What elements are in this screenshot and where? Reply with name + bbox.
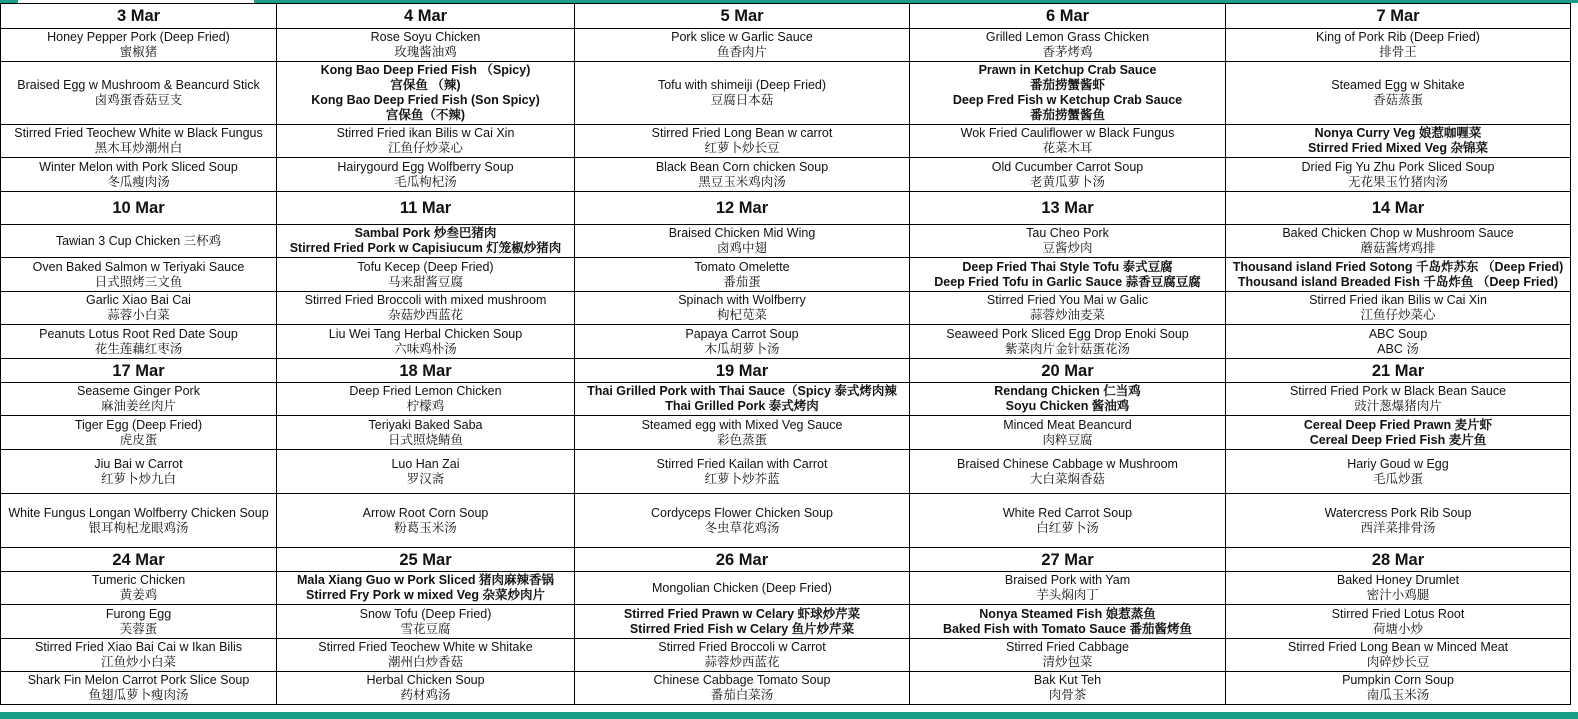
menu-cell xyxy=(1,572,277,605)
dish-line: 日式照烤三文鱼 xyxy=(94,274,183,289)
menu-cell xyxy=(1,450,277,494)
menu-cell xyxy=(1,325,277,359)
date-cell: 14 Mar xyxy=(1226,192,1571,225)
table-row xyxy=(1,225,1571,258)
dish-line: 蒜蓉小白菜 xyxy=(107,308,170,322)
dish-line: Herbal Chicken Soup xyxy=(366,673,485,687)
dish-line: 江鱼炒小白菜 xyxy=(100,655,176,669)
date-header-row xyxy=(1,192,1571,225)
dish-line: 木瓜胡萝卜汤 xyxy=(704,341,780,356)
dish-line: Seaseme Ginger Pork xyxy=(77,384,200,398)
date-cell: 25 Mar xyxy=(277,548,575,572)
dish-line: 马来甜酱豆腐 xyxy=(387,274,463,289)
menu-cell xyxy=(277,450,575,494)
dish-line: 卤鸡蛋香菇豆支 xyxy=(94,93,183,107)
dish-line: 宫保鱼（不辣) xyxy=(385,108,466,122)
dish-line: ABC 汤 xyxy=(1377,341,1419,356)
dish-line: 杂菇炒西蓝花 xyxy=(387,308,463,322)
dish-line: 南瓜玉米汤 xyxy=(1366,688,1430,702)
dish-line: 大白菜焖香菇 xyxy=(1029,471,1105,486)
dish-line: Stirred Fried Cabbage xyxy=(1006,640,1129,654)
dish-line: 排骨王 xyxy=(1379,45,1417,59)
dish-line: Steamed Egg w Shitake xyxy=(1331,78,1465,92)
dish-line: 红萝卜炒长豆 xyxy=(704,141,780,155)
dish-line: Winter Melon with Pork Sliced Soup xyxy=(39,159,238,174)
menu-cell xyxy=(1226,258,1571,292)
dish-line: Jiu Bai w Carrot xyxy=(94,456,183,471)
dish-line: 黑豆玉米鸡肉汤 xyxy=(698,174,786,189)
dish-line: 江鱼仔炒菜心 xyxy=(1360,308,1436,322)
dish-line: Pumpkin Corn Soup xyxy=(1342,673,1454,687)
dish-line: Stirred Fried Teochew White w Shitake xyxy=(318,640,533,654)
table-row xyxy=(1,450,1571,494)
date-cell: 4 Mar xyxy=(277,4,575,29)
menu-cell xyxy=(1226,125,1571,158)
menu-cell xyxy=(1226,572,1571,605)
dish-line: Honey Pepper Pork (Deep Fried) xyxy=(47,30,230,44)
menu-cell xyxy=(1,416,277,450)
menu-cell xyxy=(1,383,277,416)
dish-line: 白红萝卜汤 xyxy=(1036,520,1099,535)
dish-line: Braised Pork with Yam xyxy=(1004,573,1131,587)
menu-cell xyxy=(277,292,575,325)
menu-cell xyxy=(1226,494,1571,548)
dish-line: 冬瓜瘦肉汤 xyxy=(107,174,170,189)
dish-line: Peanuts Lotus Root Red Date Soup xyxy=(39,326,238,341)
menu-cell xyxy=(1226,605,1571,639)
dish-line: King of Pork Rib (Deep Fried) xyxy=(1316,30,1480,44)
menu-cell xyxy=(910,29,1226,62)
dish-line: Braised Chinese Cabbage w Mushroom xyxy=(957,456,1178,471)
dish-line: Grilled Lemon Grass Chicken xyxy=(985,30,1150,44)
dish-line: 红萝卜炒九白 xyxy=(100,471,176,486)
table-row xyxy=(1,639,1571,672)
dish-line: Cereal Deep Fried Fish 麦片鱼 xyxy=(1309,432,1487,447)
menu-cell xyxy=(277,62,575,125)
dish-line: Baked Chicken Chop w Mushroom Sauce xyxy=(1282,226,1514,240)
dish-line: Papaya Carrot Soup xyxy=(685,326,799,341)
dish-line: Deep Fried Lemon Chicken xyxy=(349,384,502,398)
dish-line: Tau Cheo Pork xyxy=(1026,226,1109,240)
dish-line: Sambal Pork 炒叁巴猪肉 xyxy=(354,226,497,240)
dish-line: Deep Fred Fish w Ketchup Crab Sauce xyxy=(952,93,1183,107)
menu-cell xyxy=(910,383,1226,416)
dish-line: Stirred Fried Mixed Veg 杂锦菜 xyxy=(1308,141,1488,155)
dish-line: Tiger Egg (Deep Fried) xyxy=(74,417,203,432)
menu-cell xyxy=(277,325,575,359)
date-cell: 12 Mar xyxy=(575,192,910,225)
menu-cell xyxy=(277,225,575,258)
menu-cell xyxy=(1226,225,1571,258)
dish-line: 鱼香肉片 xyxy=(716,45,767,59)
dish-line: 无花果玉竹猪肉汤 xyxy=(1347,174,1448,189)
dish-line: Liu Wei Tang Herbal Chicken Soup xyxy=(328,326,523,341)
dish-line: Chinese Cabbage Tomato Soup xyxy=(653,673,831,687)
dish-line: Thai Grilled Pork 泰式烤肉 xyxy=(665,399,819,413)
menu-cell xyxy=(1226,158,1571,192)
date-cell: 21 Mar xyxy=(1226,359,1571,383)
dish-line: 毛瓜炒蛋 xyxy=(1372,471,1423,486)
dish-line: Black Bean Corn chicken Soup xyxy=(655,159,829,174)
menu-cell xyxy=(1,258,277,292)
dish-line: Soyu Chicken 酱油鸡 xyxy=(1005,399,1130,413)
dish-line: Stirred Fried Long Bean w Minced Meat xyxy=(1287,640,1509,654)
menu-cell xyxy=(277,605,575,639)
dish-line: 豉汁葱爆猪肉片 xyxy=(1354,399,1442,413)
dish-line: 蜜椒猪 xyxy=(119,45,158,59)
menu-cell xyxy=(575,125,910,158)
menu-cell xyxy=(910,494,1226,548)
dish-line: 清炒包菜 xyxy=(1042,655,1093,669)
dish-line: Stirred Fried Xiao Bai Cai w Ikan Bilis xyxy=(34,640,243,654)
dish-line: 香茅烤鸡 xyxy=(1042,45,1093,59)
dish-line: 肉碎炒长豆 xyxy=(1366,655,1430,669)
menu-cell xyxy=(910,325,1226,359)
menu-cell xyxy=(277,639,575,672)
dish-line: Stirred Fried Kailan with Carrot xyxy=(656,456,828,471)
menu-cell xyxy=(277,125,575,158)
date-cell: 19 Mar xyxy=(575,359,910,383)
dish-line: 花菜木耳 xyxy=(1042,141,1093,155)
dish-line: Nonya Curry Veg 娘惹咖喱菜 xyxy=(1314,126,1482,140)
dish-line: Stirred Fried Prawn w Celary 虾球炒芹菜 xyxy=(623,606,861,621)
menu-cell xyxy=(1226,383,1571,416)
date-cell: 3 Mar xyxy=(1,4,277,29)
menu-cell xyxy=(1,494,277,548)
dish-line: 虎皮蛋 xyxy=(119,432,158,447)
dish-line: 粉葛玉米汤 xyxy=(394,520,457,535)
date-header-row xyxy=(1,4,1571,29)
dish-line: 药材鸡汤 xyxy=(400,688,451,702)
dish-line: Tofu with shimeiji (Deep Fried) xyxy=(657,78,827,92)
dish-line: Wok Fried Cauliflower w Black Fungus xyxy=(960,126,1175,140)
dish-line: Stirred Fried Fish w Celary 鱼片炒芹菜 xyxy=(629,621,855,636)
bottom-accent-bar xyxy=(0,712,1578,719)
menu-cell xyxy=(1226,639,1571,672)
dish-line: Watercress Pork Rib Soup xyxy=(1324,505,1472,520)
menu-cell xyxy=(277,258,575,292)
dish-line: 番茄蛋 xyxy=(723,274,761,289)
menu-cell xyxy=(910,672,1226,705)
dish-line: Spinach with Wolfberry xyxy=(678,293,806,307)
dish-line: 宫保鱼 （辣) xyxy=(390,78,461,92)
table-row xyxy=(1,605,1571,639)
dish-line: Deep Fried Tofu in Garlic Sauce 蒜香豆腐豆腐 xyxy=(934,274,1201,289)
dish-line: Thai Grilled Pork with Thai Sauce（Spicy 泰式烤肉辣 xyxy=(587,384,897,398)
dish-line: Thousand island Breaded Fish 千岛炸鱼 （Deep Fried) xyxy=(1237,274,1559,289)
dish-line: Stirred Fried Pork w Capisiucum 灯笼椒炒猪肉 xyxy=(289,241,562,255)
dish-line: Mongolian Chicken (Deep Fried) xyxy=(652,580,832,595)
dish-line: Minced Meat Beancurd xyxy=(1003,417,1132,432)
dish-line: 紫菜肉片金针菇蛋花汤 xyxy=(1004,341,1130,356)
dish-line: 蒜蓉炒西蓝花 xyxy=(704,655,780,669)
menu-cell xyxy=(277,572,575,605)
dish-line: 彩色蒸蛋 xyxy=(716,432,767,447)
date-cell: 18 Mar xyxy=(277,359,575,383)
dish-line: Cereal Deep Fried Prawn 麦片虾 xyxy=(1303,417,1493,432)
dish-line: 麻油姜丝肉片 xyxy=(100,399,176,413)
menu-cell xyxy=(575,494,910,548)
date-cell: 10 Mar xyxy=(1,192,277,225)
menu-cell xyxy=(910,292,1226,325)
dish-line: 日式照烧鲭鱼 xyxy=(387,432,463,447)
menu-cell xyxy=(575,672,910,705)
menu-cell xyxy=(575,605,910,639)
dish-line: White Red Carrot Soup xyxy=(1002,505,1133,520)
dish-line: Stirred Fried Long Bean w carrot xyxy=(651,126,833,140)
menu-cell xyxy=(1,292,277,325)
dish-line: Dried Fig Yu Zhu Pork Sliced Soup xyxy=(1301,159,1495,174)
dish-line: 豆酱炒肉 xyxy=(1042,241,1093,255)
menu-cell xyxy=(277,416,575,450)
dish-line: Luo Han Zai xyxy=(391,456,460,471)
dish-line: Kong Bao Deep Fried Fish (Son Spicy) xyxy=(311,93,540,107)
dish-line: 潮州白炒香菇 xyxy=(387,655,463,669)
dish-line: Hariy Goud w Egg xyxy=(1347,456,1449,471)
dish-line: Shark Fin Melon Carrot Pork Slice Soup xyxy=(27,673,250,687)
dish-line: Stirred Fried Pork w Black Bean Sauce xyxy=(1289,384,1507,398)
date-cell: 20 Mar xyxy=(910,359,1226,383)
date-header-row xyxy=(1,548,1571,572)
table-row xyxy=(1,383,1571,416)
dish-line: Teriyaki Baked Saba xyxy=(368,417,483,432)
weekly-menu-table xyxy=(0,3,1571,705)
dish-line: 柠檬鸡 xyxy=(406,399,445,413)
dish-line: White Fungus Longan Wolfberry Chicken Soup xyxy=(8,505,269,520)
dish-line: Rose Soyu Chicken xyxy=(370,30,481,44)
dish-line: Old Cucumber Carrot Soup xyxy=(991,159,1144,174)
date-cell: 27 Mar xyxy=(910,548,1226,572)
dish-line: Stirred Fry Pork w mixed Veg 杂菜炒肉片 xyxy=(306,588,545,602)
dish-line: ABC Soup xyxy=(1368,326,1428,341)
table-row xyxy=(1,494,1571,548)
menu-cell xyxy=(1226,450,1571,494)
dish-line: 银耳枸杞龙眼鸡汤 xyxy=(88,520,189,535)
dish-line: Tofu Kecep (Deep Fried) xyxy=(357,259,494,274)
menu-cell xyxy=(910,225,1226,258)
dish-line: Tawian 3 Cup Chicken 三杯鸡 xyxy=(55,233,222,248)
dish-line: 芙蓉蛋 xyxy=(119,621,158,636)
menu-cell xyxy=(575,639,910,672)
dish-line: Baked Fish with Tomato Sauce 番茄酱烤鱼 xyxy=(942,621,1193,636)
date-cell: 5 Mar xyxy=(575,4,910,29)
dish-line: 蘑菇酱烤鸡排 xyxy=(1360,241,1436,255)
date-cell: 28 Mar xyxy=(1226,548,1571,572)
menu-cell xyxy=(575,29,910,62)
dish-line: Stirred Fried Broccoli w Carrot xyxy=(658,640,826,654)
dish-line: Stirred Fried Teochew White w Black Fungus xyxy=(14,126,263,140)
menu-cell xyxy=(575,416,910,450)
dish-line: Stirred Fried Broccoli with mixed mushroom xyxy=(304,293,547,307)
dish-line: 蒜蓉炒油麦菜 xyxy=(1029,308,1105,322)
date-cell: 7 Mar xyxy=(1226,4,1571,29)
date-cell: 26 Mar xyxy=(575,548,910,572)
dish-line: Tumeric Chicken xyxy=(91,573,186,587)
dish-line: 西洋菜排骨汤 xyxy=(1360,520,1436,535)
menu-cell xyxy=(1226,325,1571,359)
menu-cell xyxy=(1,29,277,62)
date-cell: 13 Mar xyxy=(910,192,1226,225)
menu-cell xyxy=(1,225,277,258)
dish-line: 枸杞苋菜 xyxy=(716,308,767,322)
date-cell: 17 Mar xyxy=(1,359,277,383)
dish-line: Stirred Fried You Mai w Galic xyxy=(986,293,1149,307)
dish-line: 玫瑰酱油鸡 xyxy=(394,45,457,59)
table-row xyxy=(1,572,1571,605)
dish-line: 黄姜鸡 xyxy=(119,588,158,602)
menu-cell xyxy=(575,258,910,292)
menu-cell xyxy=(1,158,277,192)
dish-line: 鱼翅瓜萝卜瘦肉汤 xyxy=(88,688,189,702)
menu-cell xyxy=(1,639,277,672)
table-row xyxy=(1,325,1571,359)
table-row xyxy=(1,292,1571,325)
dish-line: Nonya Steamed Fish 娘惹蒸鱼 xyxy=(979,606,1156,621)
dish-line: 江鱼仔炒菜心 xyxy=(387,141,463,155)
dish-line: 豆腐日本菇 xyxy=(710,93,774,107)
dish-line: Tomato Omelette xyxy=(694,259,790,274)
menu-cell xyxy=(1226,62,1571,125)
dish-line: Arrow Root Corn Soup xyxy=(362,505,489,520)
menu-cell xyxy=(575,225,910,258)
dish-line: 雪花豆腐 xyxy=(400,621,451,636)
menu-cell xyxy=(575,325,910,359)
date-header-row xyxy=(1,359,1571,383)
menu-cell xyxy=(1,125,277,158)
dish-line: Cordyceps Flower Chicken Soup xyxy=(650,505,834,520)
date-cell: 11 Mar xyxy=(277,192,575,225)
dish-line: Baked Honey Drumlet xyxy=(1336,573,1460,587)
dish-line: Garlic Xiao Bai Cai xyxy=(86,293,191,307)
dish-line: Stirred Fried ikan Bilis w Cai Xin xyxy=(336,126,515,140)
dish-line: 冬虫草花鸡汤 xyxy=(704,520,780,535)
dish-line: 番茄白菜汤 xyxy=(710,688,774,702)
dish-line: 毛瓜枸杞汤 xyxy=(394,174,457,189)
dish-line: Hairygourd Egg Wolfberry Soup xyxy=(337,159,514,174)
dish-line: 番茄捞蟹酱虾 xyxy=(1029,78,1105,92)
dish-line: Steamed egg with Mixed Veg Sauce xyxy=(641,417,843,432)
dish-line: 肉粹豆腐 xyxy=(1042,432,1093,447)
table-row xyxy=(1,29,1571,62)
menu-cell xyxy=(575,383,910,416)
dish-line: 香菇蒸蛋 xyxy=(1372,93,1423,107)
table-row xyxy=(1,158,1571,192)
dish-line: Deep Fried Thai Style Tofu 泰式豆腐 xyxy=(962,259,1173,274)
menu-cell xyxy=(277,494,575,548)
dish-line: Braised Chicken Mid Wing xyxy=(668,226,816,240)
dish-line: 密汁小鸡腿 xyxy=(1366,588,1430,602)
dish-line: 老黄瓜萝卜汤 xyxy=(1029,174,1105,189)
dish-line: 芋头焖肉丁 xyxy=(1036,588,1099,602)
menu-cell xyxy=(277,158,575,192)
menu-cell xyxy=(575,62,910,125)
menu-cell xyxy=(910,450,1226,494)
dish-line: Mala Xiang Guo w Pork Sliced 猪肉麻辣香锅 xyxy=(297,573,554,587)
dish-line: 红萝卜炒芥蓝 xyxy=(704,471,780,486)
dish-line: 六味鸡朴汤 xyxy=(394,341,457,356)
date-cell: 6 Mar xyxy=(910,4,1226,29)
table-row xyxy=(1,416,1571,450)
dish-line: Stirred Fried ikan Bilis w Cai Xin xyxy=(1309,293,1487,307)
dish-line: Oven Baked Salmon w Teriyaki Sauce xyxy=(32,259,245,274)
dish-line: Prawn in Ketchup Crab Sauce xyxy=(978,63,1157,77)
dish-line: 黑木耳炒潮州白 xyxy=(94,141,183,155)
table-row xyxy=(1,258,1571,292)
dish-line: 卤鸡中翅 xyxy=(716,241,767,255)
menu-cell xyxy=(910,62,1226,125)
menu-cell xyxy=(910,125,1226,158)
menu-cell xyxy=(910,639,1226,672)
menu-cell xyxy=(575,158,910,192)
table-row xyxy=(1,672,1571,705)
menu-cell xyxy=(910,258,1226,292)
menu-cell xyxy=(277,672,575,705)
menu-cell xyxy=(910,416,1226,450)
dish-line: Stirred Fried Lotus Root xyxy=(1331,606,1465,621)
menu-cell xyxy=(1226,29,1571,62)
dish-line: Furong Egg xyxy=(105,606,172,621)
menu-cell xyxy=(277,29,575,62)
dish-line: 肉骨茶 xyxy=(1048,688,1087,702)
menu-cell xyxy=(910,605,1226,639)
menu-cell xyxy=(1226,292,1571,325)
menu-cell xyxy=(1,605,277,639)
dish-line: Kong Bao Deep Fried Fish （Spicy) xyxy=(320,63,531,77)
dish-line: Rendang Chicken 仁当鸡 xyxy=(994,384,1141,398)
date-cell: 24 Mar xyxy=(1,548,277,572)
dish-line: Pork slice w Garlic Sauce xyxy=(671,30,813,44)
dish-line: Bak Kut Teh xyxy=(1033,673,1102,687)
table-row xyxy=(1,125,1571,158)
dish-line: 花生莲藕红枣汤 xyxy=(94,341,183,356)
dish-line: 罗汉斋 xyxy=(406,471,445,486)
dish-line: Snow Tofu (Deep Fried) xyxy=(359,606,492,621)
menu-cell xyxy=(1226,416,1571,450)
menu-cell xyxy=(1226,672,1571,705)
menu-cell xyxy=(910,158,1226,192)
menu-cell xyxy=(575,572,910,605)
menu-cell xyxy=(575,292,910,325)
menu-cell xyxy=(277,383,575,416)
menu-cell xyxy=(910,572,1226,605)
dish-line: 荷塘小炒 xyxy=(1372,621,1423,636)
menu-cell xyxy=(575,450,910,494)
table-row xyxy=(1,62,1571,125)
dish-line: Thousand island Fried Sotong 千岛炸苏东 （Deep Fried) xyxy=(1232,259,1564,274)
menu-cell xyxy=(1,672,277,705)
dish-line: Seaweed Pork Sliced Egg Drop Enoki Soup xyxy=(946,326,1189,341)
dish-line: Braised Egg w Mushroom & Beancurd Stick xyxy=(17,78,260,92)
dish-line: 番茄捞蟹酱鱼 xyxy=(1029,108,1105,122)
menu-cell xyxy=(1,62,277,125)
